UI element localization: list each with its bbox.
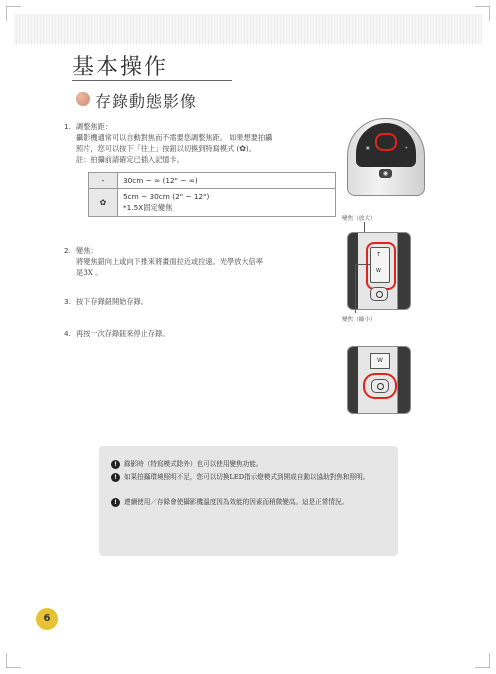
step-heading: 調整焦距： <box>76 122 112 131</box>
note-text: 連續使用／存錄會使攝影機溫度因為效能的因素而稍微變高。這是正常情況。 <box>124 498 349 506</box>
note-item <box>111 497 383 508</box>
zoom-out-callout: 變焦（縮小） <box>342 317 376 323</box>
crop-mark <box>6 653 21 668</box>
step-text: 按下存錄鈕開始存錄。 <box>76 297 148 306</box>
title-rule <box>72 80 232 81</box>
record-button-icon <box>370 287 388 301</box>
callout-leader <box>355 264 356 313</box>
section-bullet-icon <box>76 92 90 106</box>
focus-note: *1.5X固定變焦 <box>123 203 173 212</box>
wide-label: W <box>370 353 390 369</box>
step-1 <box>64 121 344 165</box>
flower-icon: ✿ <box>239 144 246 153</box>
step-text: 攝影機通常可以自動對焦而不需要您調整焦距。 如果想要拍攝 <box>76 133 273 142</box>
exclamation-icon: ! <box>111 498 120 507</box>
focus-range-table <box>88 172 336 217</box>
step-text <box>76 143 344 154</box>
step-heading: 變焦： <box>76 246 98 255</box>
step-3 <box>64 296 344 307</box>
normal-mode-icon: - <box>89 173 118 189</box>
highlight-ring <box>375 133 397 151</box>
focus-range: 5cm ~ 30cm (2" ~ 12") <box>123 192 210 201</box>
tele-label: T <box>377 252 381 258</box>
note-text: 錄影時（特寫模式除外）也可以使用變焦功能。 <box>124 460 263 468</box>
step-number: 2. <box>64 246 71 255</box>
focus-range: 30cm ~ ∞ (12" ~ ∞) <box>123 176 198 185</box>
camera-zoom-illustration <box>347 232 411 310</box>
exclamation-icon: ! <box>111 460 120 469</box>
table-row <box>89 173 336 189</box>
table-row <box>89 189 336 217</box>
notes-box <box>99 446 398 556</box>
step-2 <box>64 245 344 278</box>
step-number: 3. <box>64 297 71 306</box>
callout-leader <box>355 264 371 265</box>
highlight-ring <box>363 373 397 399</box>
camera-top-illustration <box>347 118 425 196</box>
step-text: 將變焦鈕向上或向下推來將畫面拉近或拉遠。光學放大倍率 <box>76 257 263 266</box>
focus-range-cell <box>118 189 336 217</box>
flower-icon: ✿ <box>89 189 118 217</box>
note-text: 如果拍攝環境照明不足，您可以切換LED指示燈模式到開或自動以協助對焦和照明。 <box>124 473 370 481</box>
section-title: 存錄動態影像 <box>95 92 198 111</box>
exclamation-icon: ! <box>111 473 120 482</box>
note-item <box>111 472 383 483</box>
step-number: 4. <box>64 329 71 338</box>
crop-mark <box>475 653 490 668</box>
step-text: 是3X 。 <box>76 268 103 277</box>
step-text-part: 照片，您可以按下「往上」按鈕以切換到特寫模式 ( <box>76 144 240 153</box>
led-button-icon: ✦ <box>404 145 408 150</box>
focus-range-cell <box>118 173 336 189</box>
header-band <box>14 14 482 44</box>
wide-label: W <box>376 268 381 274</box>
mode-button-icon: ▣ <box>366 145 370 150</box>
camera-icon: ◉ <box>379 169 392 178</box>
page-number-badge: 6 <box>36 608 58 630</box>
step-note: 註：拍攝前請確定已插入記憶卡。 <box>76 155 184 164</box>
zoom-in-callout: 變焦（放大） <box>342 216 376 222</box>
highlight-ring <box>366 242 396 290</box>
camera-record-illustration <box>347 346 411 414</box>
step-text-part: )。 <box>245 144 256 153</box>
step-text: 再按一次存錄鈕來停止存錄。 <box>76 329 170 338</box>
page-title: 基本操作 <box>72 55 169 80</box>
note-item <box>111 459 383 470</box>
step-number: 1. <box>64 122 71 131</box>
step-4 <box>64 328 344 339</box>
